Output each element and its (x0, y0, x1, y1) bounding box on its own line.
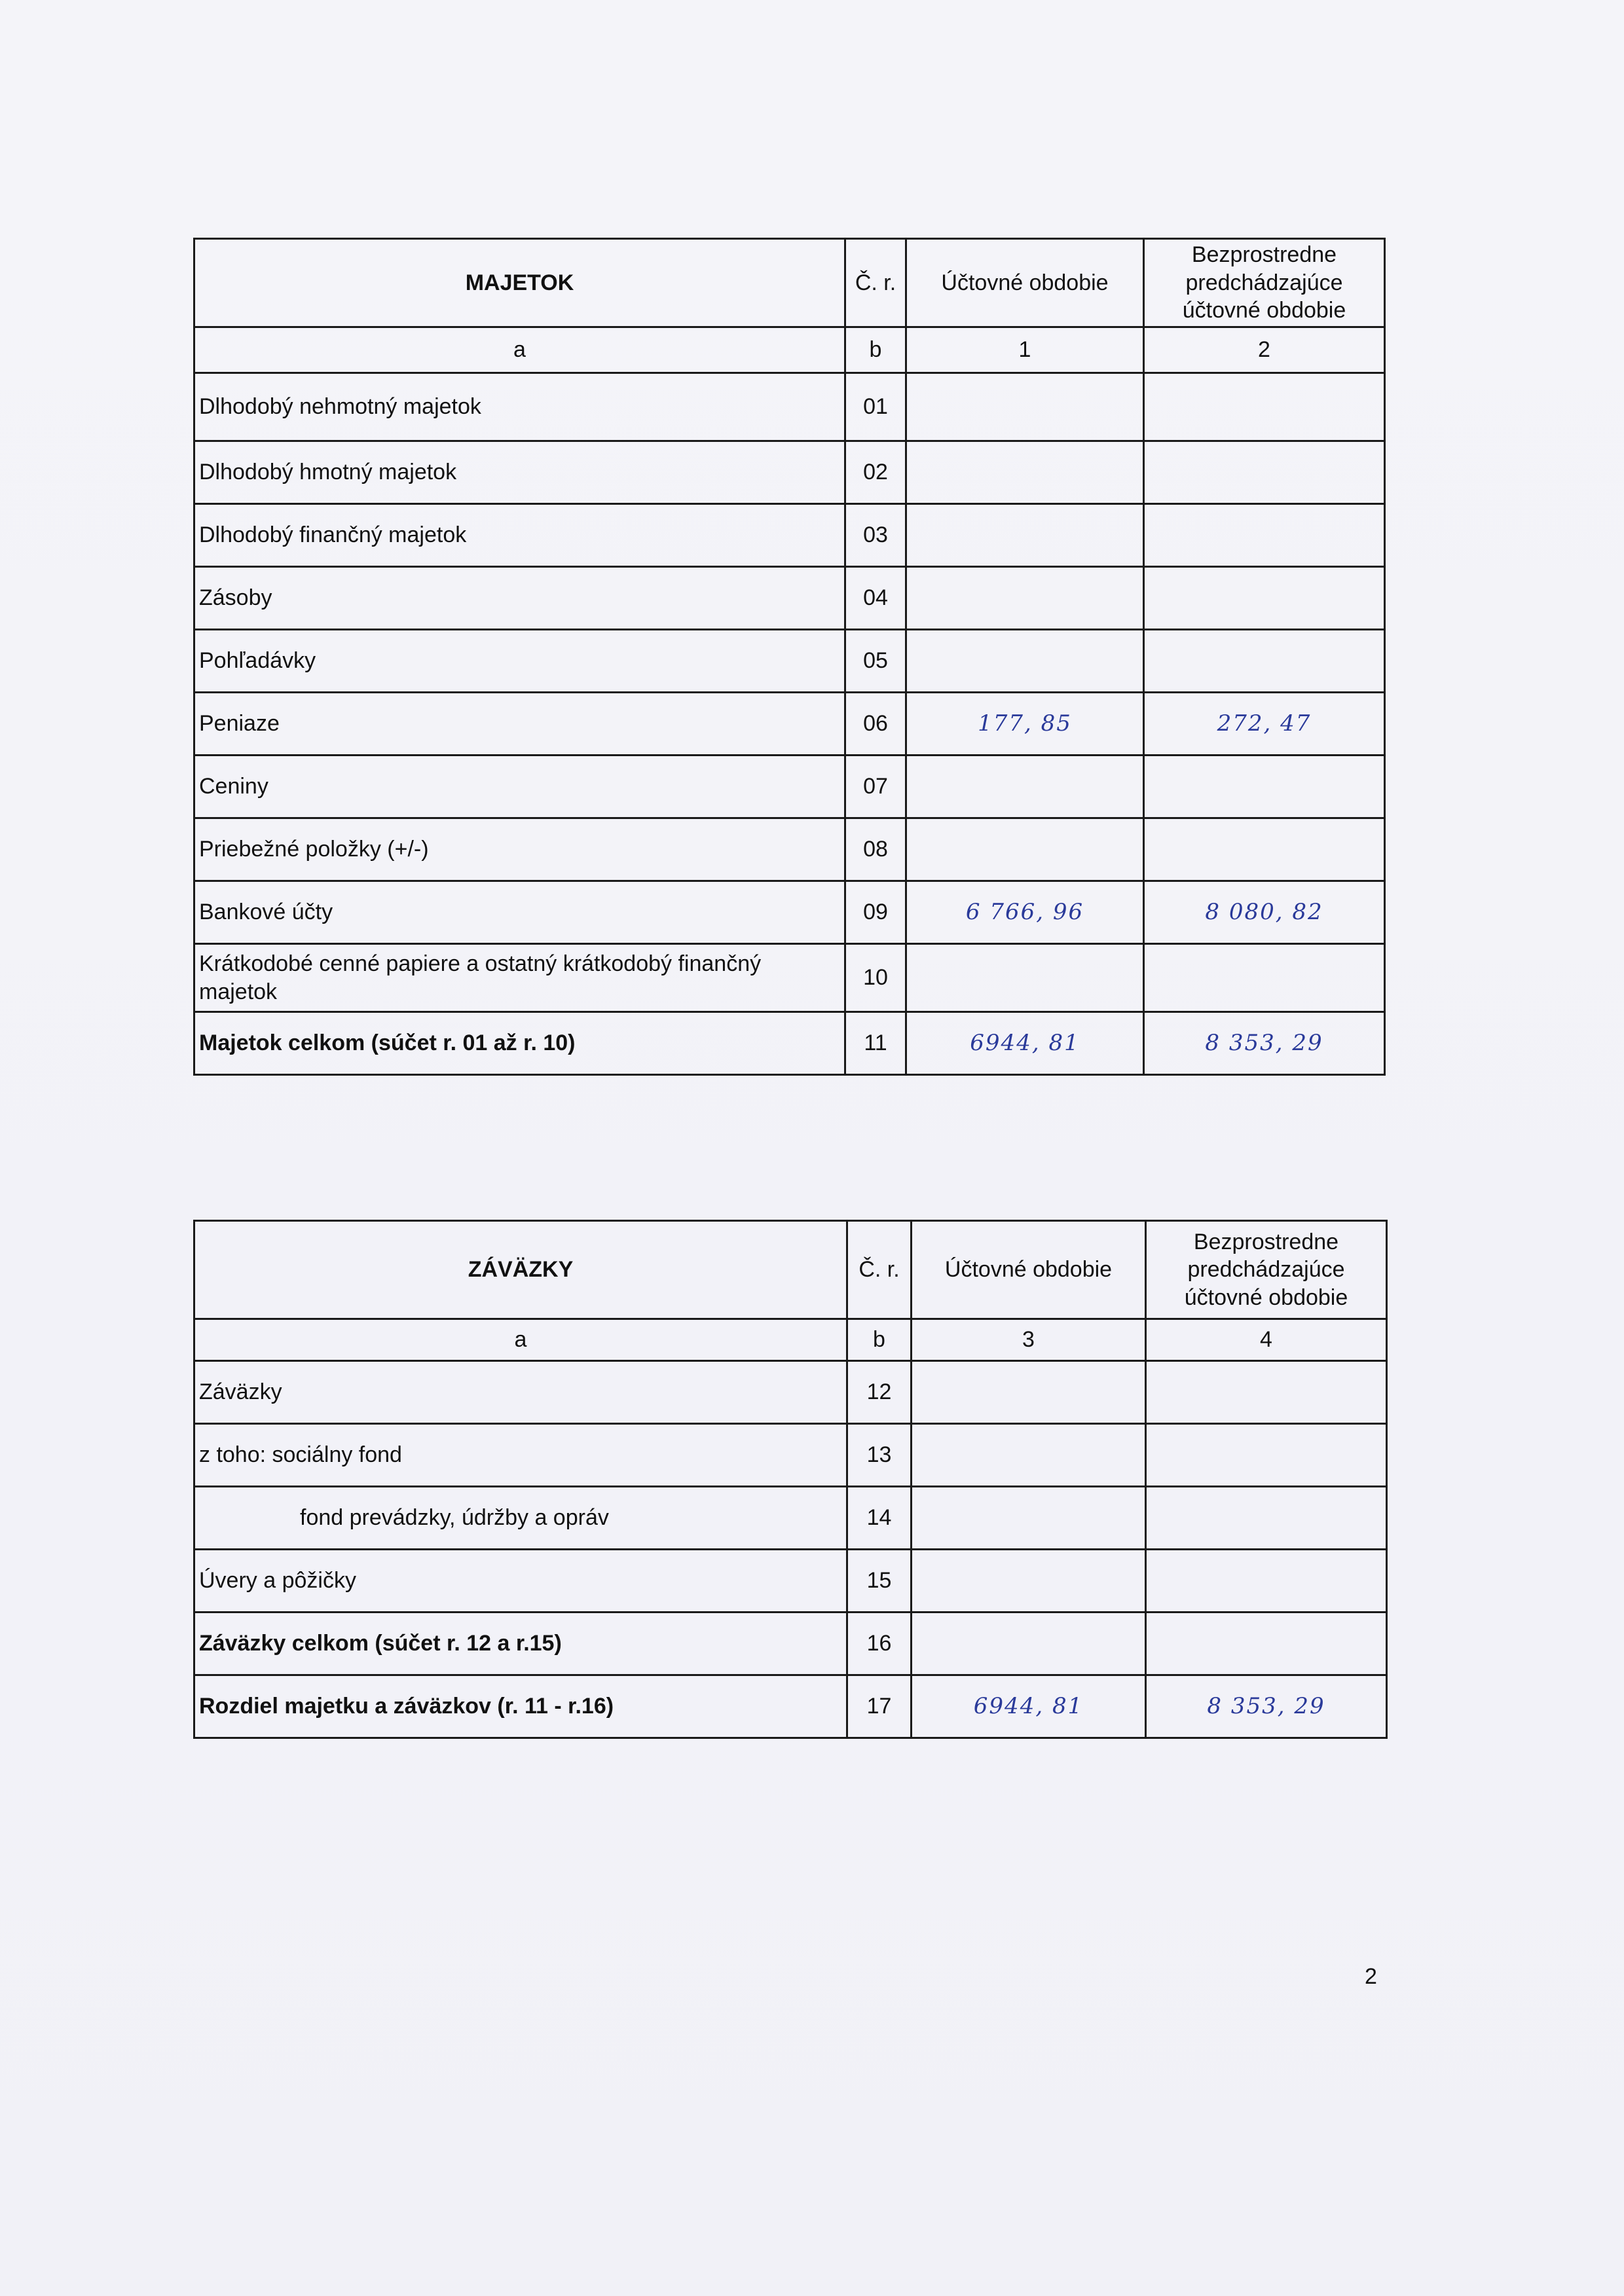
row-value-previous (1144, 504, 1385, 567)
row-value-previous: 8 080, 82 (1144, 881, 1385, 944)
row-value-current (912, 1361, 1146, 1424)
row-label: Dlhodobý nehmotný majetok (194, 373, 845, 441)
majetok-sub-current: 1 (906, 327, 1144, 373)
zavazky-body (194, 1361, 1387, 1738)
majetok-header-code: Č. r. (845, 239, 906, 327)
row-value-previous (1144, 567, 1385, 630)
row-value-current: 177, 85 (906, 693, 1144, 756)
zavazky-header-current: Účtovné obdobie (912, 1221, 1146, 1319)
row-value-current (906, 756, 1144, 818)
row-label: Záväzky celkom (súčet r. 12 a r.15) (194, 1613, 847, 1675)
majetok-header-current: Účtovné obdobie (906, 239, 1144, 327)
row-value-previous (1144, 818, 1385, 881)
table-row (194, 504, 1385, 567)
zavazky-header-code: Č. r. (847, 1221, 912, 1319)
table-row (194, 1613, 1387, 1675)
row-value-previous (1144, 373, 1385, 441)
table-row (194, 567, 1385, 630)
majetok-sub-label: a (194, 327, 845, 373)
row-value-previous (1146, 1487, 1387, 1550)
row-value-previous: 272, 47 (1144, 693, 1385, 756)
row-value-current (906, 944, 1144, 1012)
zavazky-header-label: ZÁVÄZKY (194, 1221, 847, 1319)
page-number: 2 (1365, 1964, 1377, 1989)
majetok-table (193, 238, 1386, 1076)
row-value-current (912, 1550, 1146, 1613)
row-code: 03 (845, 504, 906, 567)
table-row (194, 1550, 1387, 1613)
row-code: 07 (845, 756, 906, 818)
row-value-previous: 8 353, 29 (1144, 1012, 1385, 1075)
table-row (194, 1424, 1387, 1487)
row-label: Úvery a pôžičky (194, 1550, 847, 1613)
table-row (194, 881, 1385, 944)
row-code: 17 (847, 1675, 912, 1738)
row-code: 16 (847, 1613, 912, 1675)
table-row (194, 756, 1385, 818)
majetok-sub-previous: 2 (1144, 327, 1385, 373)
row-label: Záväzky (194, 1361, 847, 1424)
row-code: 11 (845, 1012, 906, 1075)
row-label: Bankové účty (194, 881, 845, 944)
majetok-header-row (194, 239, 1385, 327)
row-label: fond prevádzky, údržby a opráv (194, 1487, 847, 1550)
row-label: Pohľadávky (194, 630, 845, 693)
table-row (194, 944, 1385, 1012)
row-value-current: 6944, 81 (912, 1675, 1146, 1738)
row-code: 12 (847, 1361, 912, 1424)
table-row (194, 1675, 1387, 1738)
row-value-previous (1144, 756, 1385, 818)
table-row (194, 373, 1385, 441)
row-value-current (906, 504, 1144, 567)
majetok-header-label: MAJETOK (194, 239, 845, 327)
zavazky-header-previous: Bezprostredne predchádzajúce účtovné obdobie (1146, 1221, 1387, 1319)
row-label: Priebežné položky (+/-) (194, 818, 845, 881)
row-value-previous (1146, 1550, 1387, 1613)
row-code: 13 (847, 1424, 912, 1487)
row-value-previous: 8 353, 29 (1146, 1675, 1387, 1738)
table-row (194, 1361, 1387, 1424)
majetok-subheader-row (194, 327, 1385, 373)
row-value-current (906, 630, 1144, 693)
row-value-current (906, 441, 1144, 504)
row-label: Zásoby (194, 567, 845, 630)
majetok-sub-code: b (845, 327, 906, 373)
row-label: Majetok celkom (súčet r. 01 až r. 10) (194, 1012, 845, 1075)
row-value-current: 6 766, 96 (906, 881, 1144, 944)
row-code: 08 (845, 818, 906, 881)
row-value-current (912, 1424, 1146, 1487)
row-value-current (912, 1613, 1146, 1675)
majetok-body (194, 373, 1385, 1075)
row-code: 14 (847, 1487, 912, 1550)
table-row (194, 441, 1385, 504)
row-value-previous (1144, 441, 1385, 504)
row-code: 10 (845, 944, 906, 1012)
row-label: Krátkodobé cenné papiere a ostatný krátkodobý finančný majetok (194, 944, 845, 1012)
row-label: Peniaze (194, 693, 845, 756)
zavazky-table (193, 1220, 1388, 1739)
row-code: 06 (845, 693, 906, 756)
row-code: 02 (845, 441, 906, 504)
zavazky-sub-current: 3 (912, 1319, 1146, 1361)
row-value-current: 6944, 81 (906, 1012, 1144, 1075)
row-value-current (906, 567, 1144, 630)
row-code: 01 (845, 373, 906, 441)
row-value-previous (1146, 1613, 1387, 1675)
table-row (194, 1012, 1385, 1075)
row-code: 05 (845, 630, 906, 693)
table-row (194, 818, 1385, 881)
zavazky-sub-previous: 4 (1146, 1319, 1387, 1361)
row-code: 15 (847, 1550, 912, 1613)
zavazky-sub-label: a (194, 1319, 847, 1361)
zavazky-header-row (194, 1221, 1387, 1319)
table-row (194, 630, 1385, 693)
majetok-header-previous: Bezprostredne predchádzajúce účtovné obdobie (1144, 239, 1385, 327)
row-label: Rozdiel majetku a záväzkov (r. 11 - r.16) (194, 1675, 847, 1738)
row-value-current (906, 818, 1144, 881)
table-row (194, 693, 1385, 756)
row-value-current (912, 1487, 1146, 1550)
row-value-previous (1146, 1424, 1387, 1487)
row-value-previous (1144, 944, 1385, 1012)
row-label: Ceniny (194, 756, 845, 818)
row-label: Dlhodobý finančný majetok (194, 504, 845, 567)
row-label: Dlhodobý hmotný majetok (194, 441, 845, 504)
row-value-previous (1144, 630, 1385, 693)
row-value-previous (1146, 1361, 1387, 1424)
row-code: 09 (845, 881, 906, 944)
row-value-current (906, 373, 1144, 441)
zavazky-sub-code: b (847, 1319, 912, 1361)
row-label: z toho: sociálny fond (194, 1424, 847, 1487)
zavazky-subheader-row (194, 1319, 1387, 1361)
row-code: 04 (845, 567, 906, 630)
table-row (194, 1487, 1387, 1550)
